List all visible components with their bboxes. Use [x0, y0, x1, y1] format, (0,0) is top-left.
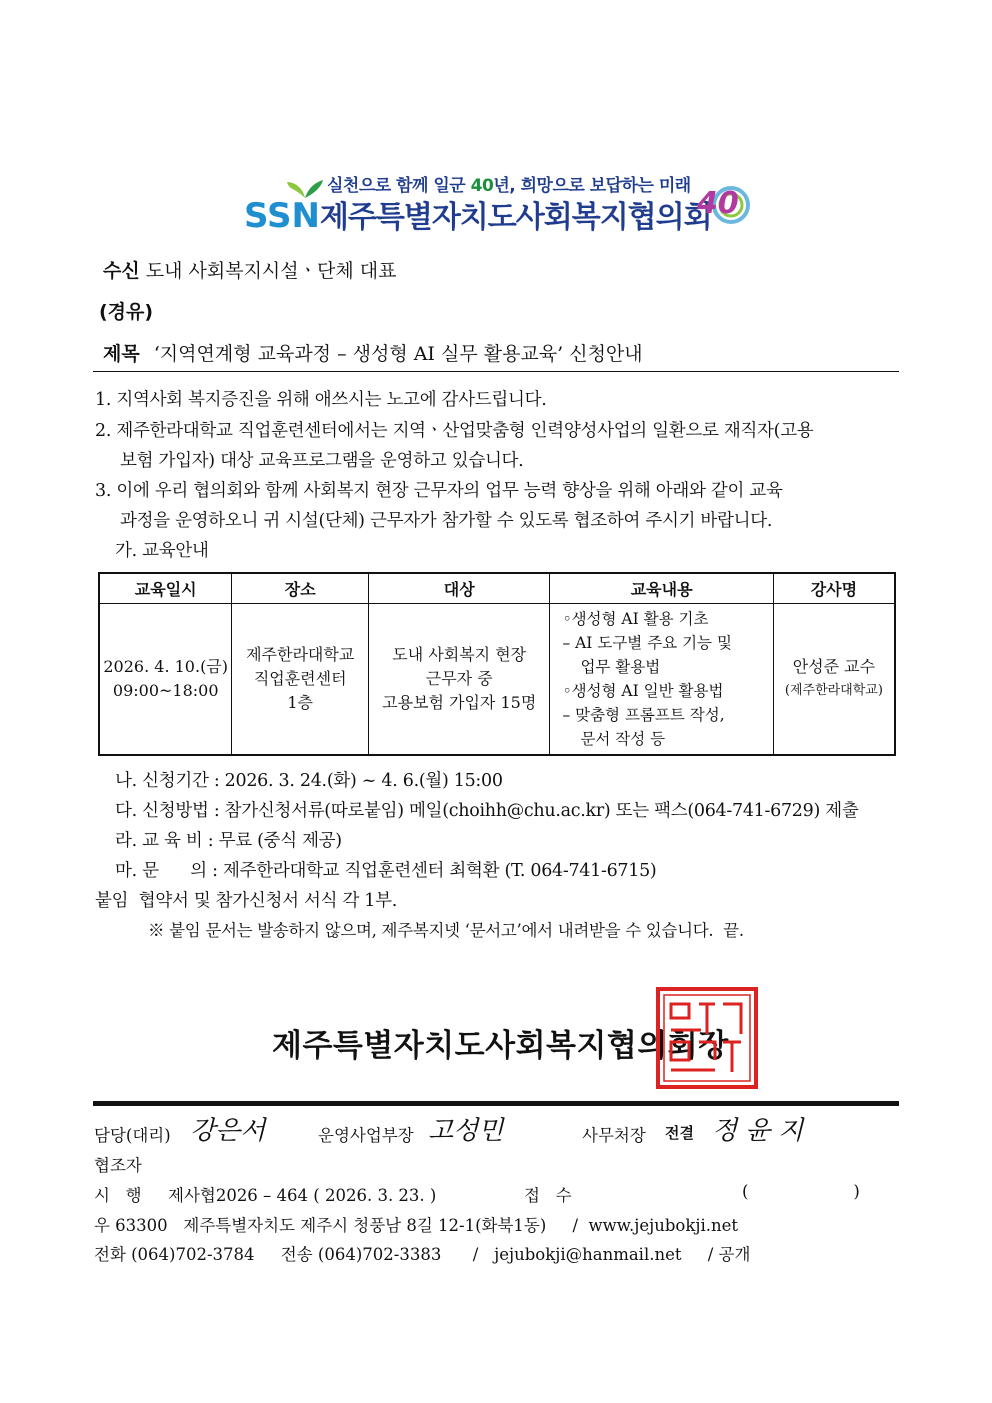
table-header-row	[99, 573, 895, 604]
paragraph-3: 3. 이에 우리 협의회와 함께 사회복지 현장 근무자의 업무 능력 향상을 위해 아래와 같이 교육	[95, 481, 783, 501]
header-target: 대상	[368, 573, 549, 604]
staff-label: 담당(대리)	[94, 1126, 171, 1145]
execution-value: 제사협2026 – 464 ( 2026. 3. 23. )	[168, 1186, 437, 1205]
official-seal	[655, 986, 759, 1090]
cell-place: 제주한라대학교 직업훈련센터 1층	[232, 604, 369, 756]
organization-logo	[244, 192, 712, 236]
reception-value: ( )	[742, 1182, 860, 1201]
execution-label: 시 행	[94, 1186, 142, 1205]
item-na: 나. 신청기간 : 2026. 3. 24.(화) ~ 4. 6.(월) 15:00	[115, 771, 503, 791]
attachment-note: ※ 붙임 문서는 발송하지 않으며, 제주복지넷 ‘문서고’에서 내려받을 수 있습니다. 끝.	[148, 921, 744, 940]
recipient-line	[103, 256, 396, 283]
cell-date: 2026. 4. 10.(금) 09:00~18:00	[99, 604, 232, 756]
logo-abbr: SSN	[244, 196, 320, 236]
address-line: 우 63300 제주특별자치도 제주시 청풍남 8길 12-1(화북1동) / www.jejubokji.net	[94, 1216, 738, 1235]
paragraph-1: 1. 지역사회 복지증진을 위해 애쓰시는 노고에 감사드립니다.	[95, 390, 547, 410]
manager-signature: 고성민	[428, 1116, 504, 1146]
header-content: 교육내용	[550, 573, 773, 604]
footer-divider	[93, 1101, 899, 1106]
paragraph-3-cont: 과정을 운영하오니 귀 시설(단체) 근무자가 참가할 수 있도록 협조하여 주시기 바랍니다.	[120, 511, 773, 531]
recipient-value: 도내 사회복지시설ㆍ단체 대표	[145, 260, 397, 282]
sender-name: 제주특별자치도사회복지협의회장	[272, 1028, 729, 1064]
education-table	[98, 572, 896, 756]
cell-target: 도내 사회복지 현장 근무자 중 고용보험 가입자 15명	[368, 604, 549, 756]
slogan: 실천으로 함께 일군 40년, 희망으로 보답하는 미래	[327, 176, 691, 196]
item-ra: 라. 교 육 비 : 무료 (중식 제공)	[115, 831, 342, 851]
subject-value: ‘지역연계형 교육과정 – 생성형 AI 실무 활용교육’ 신청안내	[153, 343, 643, 365]
chief-signature: 정윤지	[712, 1116, 812, 1146]
subject-line	[103, 339, 643, 366]
logo-org-name: 제주특별자치도사회복지협의회	[319, 200, 712, 235]
item-da: 다. 신청방법 : 참가신청서류(따로붙임) 메일(choihh@chu.ac.kr) 또는 팩스(064-741-6729) 제출	[115, 801, 859, 821]
cell-instructor: 안성준 교수 (제주한라대학교)	[773, 604, 895, 756]
paragraph-2-cont: 보험 가입자) 대상 교육프로그램을 운영하고 있습니다.	[120, 451, 524, 471]
header-instructor: 강사명	[773, 573, 895, 604]
header-place: 장소	[232, 573, 369, 604]
table-row	[99, 604, 895, 756]
anniversary-40-badge: 40	[695, 180, 755, 230]
header-date: 교육일시	[99, 573, 232, 604]
attachment: 붙임 협약서 및 참가신청서 서식 각 1부.	[95, 891, 398, 911]
chief-label: 사무처장	[582, 1126, 646, 1145]
via-line: (경유)	[99, 301, 154, 323]
slogan-40: 40	[470, 176, 494, 196]
chief-delegation-note: 전결	[665, 1124, 694, 1142]
recipient-label: 수신	[103, 260, 140, 282]
subject-label: 제목	[103, 343, 140, 365]
manager-label: 운영사업부장	[318, 1126, 414, 1145]
cooperator-label: 협조자	[94, 1156, 142, 1175]
paragraph-2: 2. 제주한라대학교 직업훈련센터에서는 지역ㆍ산업맞춤형 인력양성사업의 일환으로 재직자(고용	[95, 421, 814, 441]
item-ma: 마. 문 의 : 제주한라대학교 직업훈련센터 최혁환 (T. 064-741-6715)	[115, 861, 657, 881]
section-ga: 가. 교육안내	[115, 541, 209, 561]
contact-line: 전화 (064)702-3784 전송 (064)702-3383 / jejubokji@hanmail.net / 공개	[94, 1245, 751, 1264]
cell-content: ◦생성형 AI 활용 기초 – AI 도구별 주요 기능 및 업무 활용법 ◦생성형 AI 일반 활용법 – 맞춤형 프롬프트 작성, 문서 작성 등	[550, 604, 773, 756]
subject-divider	[93, 371, 899, 372]
staff-signature: 강은서	[190, 1116, 266, 1146]
reception-label: 접 수	[524, 1186, 572, 1205]
